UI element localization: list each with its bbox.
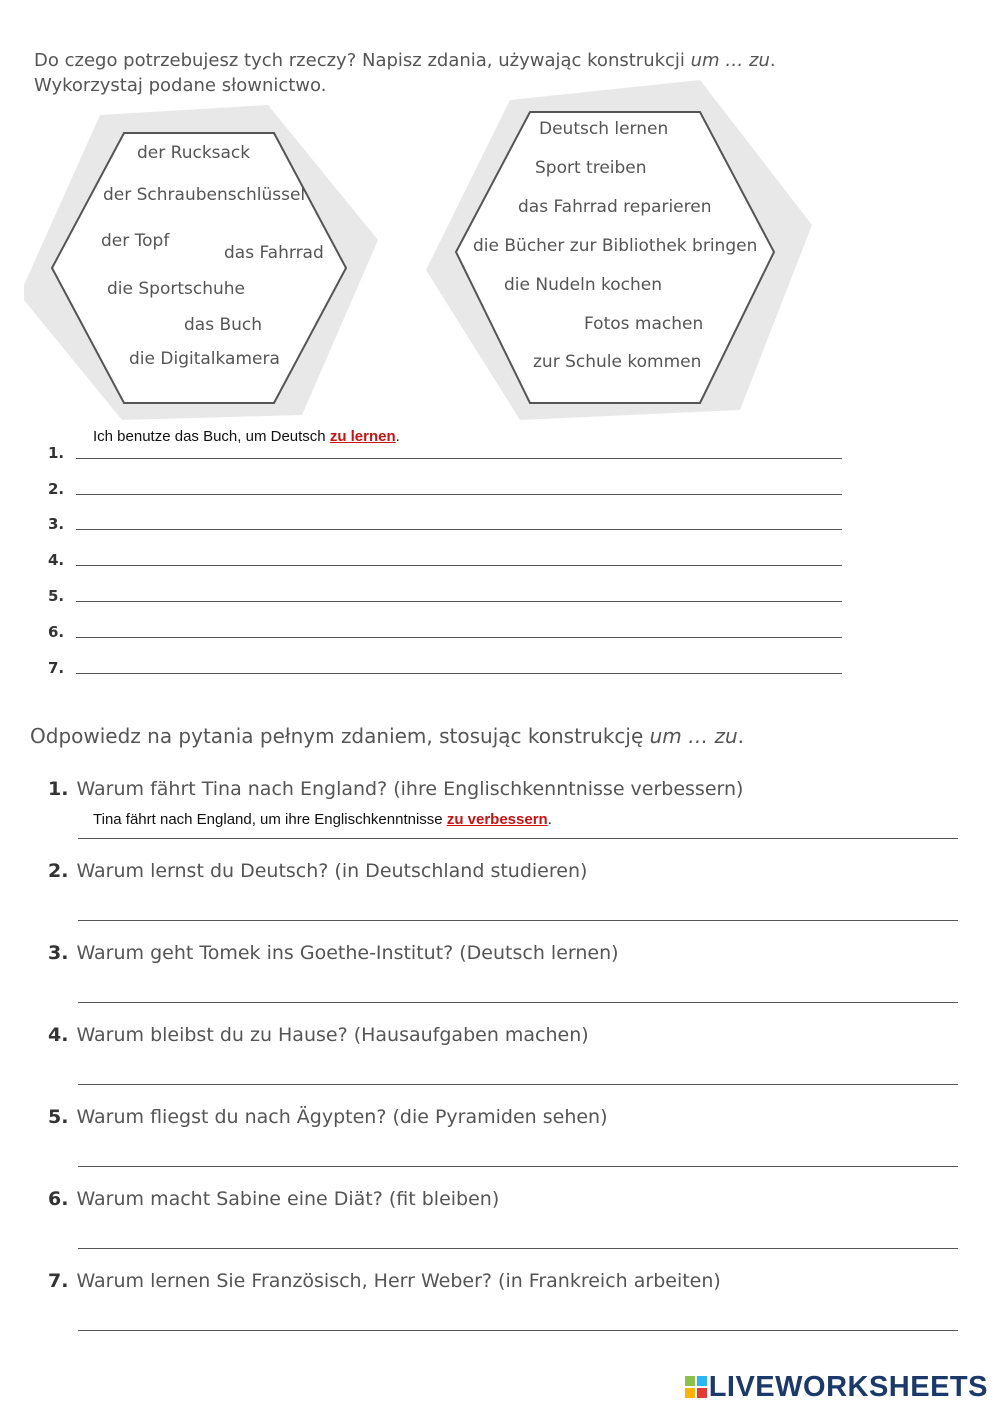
exercise2-line-3[interactable]	[78, 1002, 958, 1003]
right-word-sport-treiben: Sport treiben	[535, 158, 647, 178]
exercise2-answer-1[interactable]: Tina fährt nach England, um ihre Englischkenntnisse zu verbessern.	[93, 811, 552, 828]
exercise2-line-5[interactable]	[78, 1166, 958, 1167]
exercise1-line-2[interactable]	[76, 494, 842, 495]
exercise2-line-1[interactable]	[78, 838, 958, 839]
right-word-fotos-machen: Fotos machen	[584, 314, 704, 334]
left-word-buch: das Buch	[184, 315, 263, 335]
exercise1-line-5[interactable]	[76, 601, 842, 602]
exercise1-answer-1[interactable]: Ich benutze das Buch, um Deutsch zu lernen.	[93, 428, 400, 445]
left-word-schraubenschluessel: der Schraubenschlüssel	[103, 185, 306, 205]
exercise1-line-3[interactable]	[76, 529, 842, 530]
right-word-deutsch-lernen: Deutsch lernen	[539, 119, 669, 139]
exercise1-number-3: 3.	[48, 515, 65, 533]
exercise2-instruction: Odpowiedz na pytania pełnym zdaniem, stosując konstrukcję um … zu.	[30, 724, 745, 748]
right-word-fahrrad-reparieren: das Fahrrad reparieren	[518, 197, 712, 217]
right-word-buecher-bringen: die Bücher zur Bibliothek bringen	[473, 236, 758, 256]
exercise2-line-2[interactable]	[78, 920, 958, 921]
exercise2-question-1: 1. Warum fährt Tina nach England? (ihre Englischkenntnisse verbessern)	[48, 778, 744, 800]
exercise1-number-5: 5.	[48, 587, 65, 605]
left-word-sportschuhe: die Sportschuhe	[107, 279, 246, 299]
exercise1-number-7: 7.	[48, 659, 65, 677]
liveworksheets-logo[interactable]: LIVEWORKSHEETS	[685, 1371, 988, 1404]
exercise1-instruction: Do czego potrzebujesz tych rzeczy? Napisz zdania, używając konstrukcji um … zu. Wykorzystaj podane słownictwo.	[34, 50, 776, 96]
left-word-digitalkamera: die Digitalkamera	[129, 349, 280, 369]
exercise1-line-6[interactable]	[76, 637, 842, 638]
exercise1-number-2: 2.	[48, 480, 65, 498]
liveworksheets-logo-icon	[685, 1376, 707, 1398]
exercise1-line-1[interactable]	[76, 458, 842, 459]
left-word-rucksack: der Rucksack	[137, 143, 251, 163]
exercise2-line-6[interactable]	[78, 1248, 958, 1249]
exercise1-number-6: 6.	[48, 623, 65, 641]
exercise1-line-7[interactable]	[76, 673, 842, 674]
exercise1-number-1: 1.	[48, 444, 65, 462]
exercise1-line-4[interactable]	[76, 565, 842, 566]
exercise2-question-3: 3. Warum geht Tomek ins Goethe-Institut? (Deutsch lernen)	[48, 942, 619, 964]
exercise2-question-7: 7. Warum lernen Sie Französisch, Herr Weber? (in Frankreich arbeiten)	[48, 1270, 721, 1292]
left-word-topf: der Topf	[101, 231, 170, 251]
exercise2-question-6: 6. Warum macht Sabine eine Diät? (fit bleiben)	[48, 1188, 500, 1210]
exercise2-line-4[interactable]	[78, 1084, 958, 1085]
exercise2-line-7[interactable]	[78, 1330, 958, 1331]
exercise2-question-4: 4. Warum bleibst du zu Hause? (Hausaufgaben machen)	[48, 1024, 589, 1046]
exercise1-number-4: 4.	[48, 551, 65, 569]
left-word-fahrrad: das Fahrrad	[224, 243, 324, 263]
right-word-nudeln-kochen: die Nudeln kochen	[504, 275, 663, 295]
exercise2-question-5: 5. Warum fliegst du nach Ägypten? (die Pyramiden sehen)	[48, 1106, 608, 1128]
exercise2-question-2: 2. Warum lernst du Deutsch? (in Deutschland studieren)	[48, 860, 588, 882]
right-word-schule-kommen: zur Schule kommen	[533, 352, 702, 372]
